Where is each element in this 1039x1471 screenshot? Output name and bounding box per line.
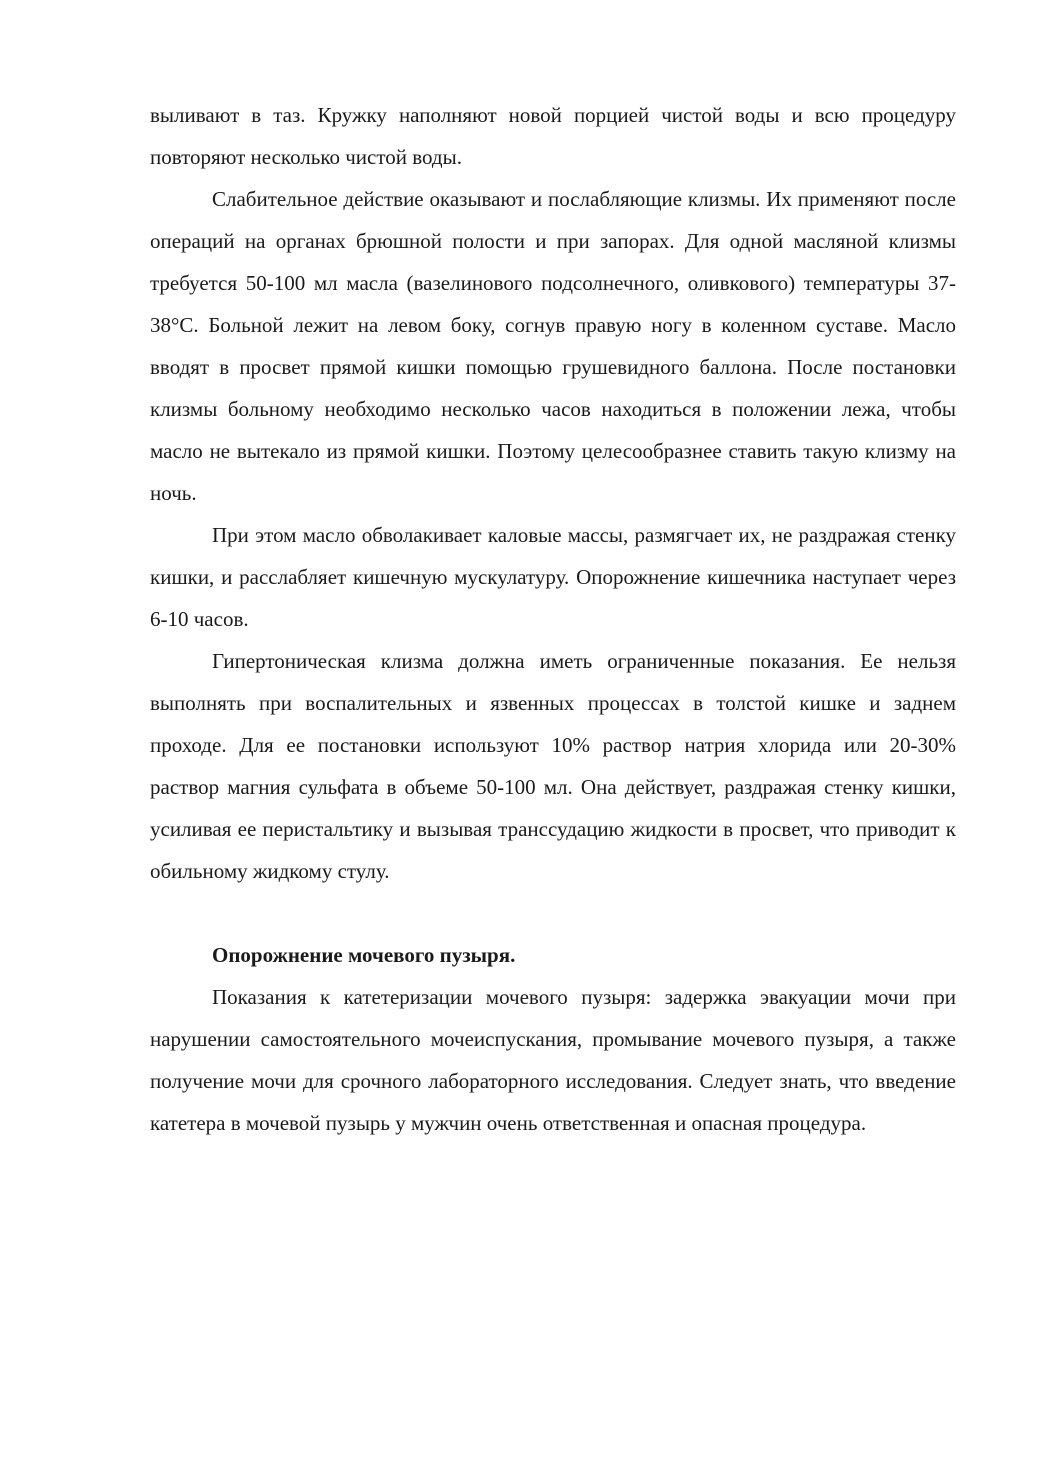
paragraph-laxative-enemas: Слабительное действие оказывают и послабляющие клизмы. Их применяют после операций на органах брюшной полости и при запорах. Для одной масляной клизмы требуется 50-100 мл масла (вазелинового подсолнечного, оливкового) температуры 37-38°С. Больной лежит на левом боку, согнув правую ногу в коленном суставе. Масло вводят в просвет прямой кишки помощью грушевидного баллона. После постановки клизмы больному необходимо несколько часов находиться в положении лежа, чтобы масло не вытекало из прямой кишки. Поэтому целесообразнее ставить такую клизму на ночь. (150, 187, 956, 505)
section-heading: Опорожнение мочевого пузыря. (212, 943, 516, 967)
document-body (150, 94, 956, 1144)
paragraph-hypertonic-enema: Гипертоническая клизма должна иметь ограниченные показания. Ее нельзя выполнять при воспалительных и язвенных процессах в толстой кишке и заднем проходе. Для ее постановки используют 10% раствор натрия хлорида или 20-30% раствор магния сульфата в объеме 50-100 мл. Она действует, раздражая стенку кишки, усиливая ее перистальтику и вызывая транссудацию жидкости в просвет, что приводит к обильному жидкому стулу. (150, 649, 956, 883)
paragraph-continuation: выливают в таз. Кружку наполняют новой порцией чистой воды и всю процедуру повторяют несколько чистой воды. (150, 103, 956, 169)
paragraph-catheterization: Показания к катетеризации мочевого пузыря: задержка эвакуации мочи при нарушении самостоятельного мочеиспускания, промывание мочевого пузыря, а также получение мочи для срочного лабораторного исследования. Следует знать, что введение катетера в мочевой пузырь у мужчин очень ответственная и опасная процедура. (150, 985, 956, 1135)
paragraph-oil-effect: При этом масло обволакивает каловые массы, размягчает их, не раздражая стенку кишки, и расслабляет кишечную мускулатуру. Опорожнение кишечника наступает через 6-10 часов. (150, 523, 956, 631)
